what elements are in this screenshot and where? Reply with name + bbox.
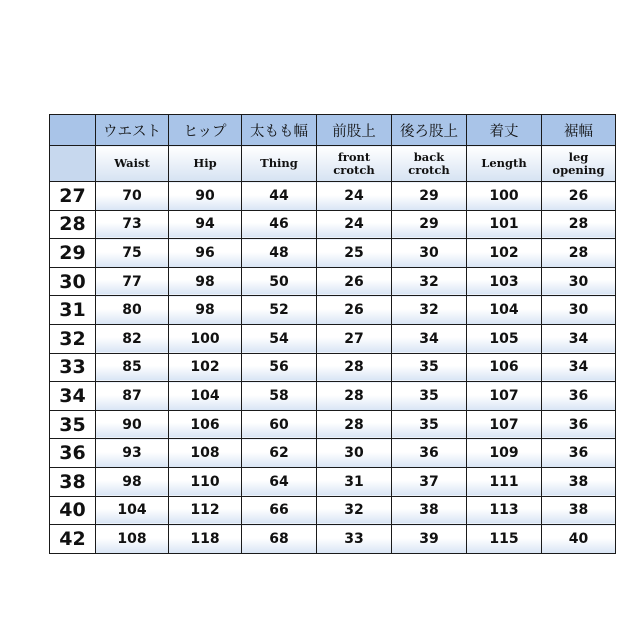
size-label: 30: [50, 267, 96, 296]
front-crotch-cell: 32: [317, 496, 392, 525]
thigh-cell: 58: [242, 382, 317, 411]
header-jp-length: 着丈: [467, 115, 542, 146]
hip-cell: 102: [169, 353, 242, 382]
waist-cell: 85: [96, 353, 169, 382]
header-jp-hip: ヒップ: [169, 115, 242, 146]
table-row: [50, 467, 616, 496]
waist-cell: 90: [96, 410, 169, 439]
front-crotch-cell: 25: [317, 239, 392, 268]
length-cell: 104: [467, 296, 542, 325]
thigh-cell: 64: [242, 467, 317, 496]
header-en-length: Length: [467, 146, 542, 182]
hip-cell: 90: [169, 182, 242, 211]
waist-cell: 73: [96, 210, 169, 239]
length-cell: 100: [467, 182, 542, 211]
header-en-thigh: Thing: [242, 146, 317, 182]
waist-cell: 82: [96, 324, 169, 353]
front-crotch-cell: 31: [317, 467, 392, 496]
length-cell: 105: [467, 324, 542, 353]
waist-cell: 77: [96, 267, 169, 296]
waist-cell: 108: [96, 525, 169, 554]
leg-opening-cell: 38: [542, 467, 616, 496]
hip-cell: 112: [169, 496, 242, 525]
size-label: 38: [50, 467, 96, 496]
header-row-japanese: [50, 115, 616, 146]
leg-opening-cell: 34: [542, 324, 616, 353]
size-label: 31: [50, 296, 96, 325]
header-corner-cell-en: [50, 146, 96, 182]
size-label: 32: [50, 324, 96, 353]
thigh-cell: 52: [242, 296, 317, 325]
header-jp-leg-opening: 裾幅: [542, 115, 616, 146]
thigh-cell: 62: [242, 439, 317, 468]
back-crotch-cell: 29: [392, 182, 467, 211]
waist-cell: 104: [96, 496, 169, 525]
back-crotch-cell: 32: [392, 296, 467, 325]
waist-cell: 75: [96, 239, 169, 268]
table-row: [50, 267, 616, 296]
size-label: 28: [50, 210, 96, 239]
leg-opening-cell: 34: [542, 353, 616, 382]
table-row: [50, 353, 616, 382]
header-jp-thigh: 太もも幅: [242, 115, 317, 146]
front-crotch-cell: 24: [317, 210, 392, 239]
leg-opening-cell: 30: [542, 296, 616, 325]
size-label: 29: [50, 239, 96, 268]
leg-opening-cell: 36: [542, 382, 616, 411]
length-cell: 109: [467, 439, 542, 468]
leg-opening-cell: 38: [542, 496, 616, 525]
back-crotch-cell: 35: [392, 382, 467, 411]
hip-cell: 94: [169, 210, 242, 239]
hip-cell: 98: [169, 296, 242, 325]
back-crotch-cell: 34: [392, 324, 467, 353]
hip-cell: 118: [169, 525, 242, 554]
leg-opening-cell: 40: [542, 525, 616, 554]
table-row: [50, 239, 616, 268]
hip-cell: 100: [169, 324, 242, 353]
thigh-cell: 44: [242, 182, 317, 211]
table-row: [50, 324, 616, 353]
size-label: 36: [50, 439, 96, 468]
size-label: 35: [50, 410, 96, 439]
thigh-cell: 54: [242, 324, 317, 353]
back-crotch-cell: 32: [392, 267, 467, 296]
table-row: [50, 439, 616, 468]
table-row: [50, 496, 616, 525]
table-row: [50, 296, 616, 325]
leg-opening-cell: 36: [542, 439, 616, 468]
thigh-cell: 50: [242, 267, 317, 296]
front-crotch-cell: 27: [317, 324, 392, 353]
length-cell: 107: [467, 410, 542, 439]
thigh-cell: 60: [242, 410, 317, 439]
size-label: 27: [50, 182, 96, 211]
front-crotch-cell: 24: [317, 182, 392, 211]
length-cell: 106: [467, 353, 542, 382]
header-corner-cell: [50, 115, 96, 146]
thigh-cell: 68: [242, 525, 317, 554]
size-label: 33: [50, 353, 96, 382]
back-crotch-cell: 39: [392, 525, 467, 554]
length-cell: 111: [467, 467, 542, 496]
length-cell: 102: [467, 239, 542, 268]
size-chart-table: [49, 114, 616, 554]
header-jp-back-crotch: 後ろ股上: [392, 115, 467, 146]
table-row: [50, 525, 616, 554]
size-label: 34: [50, 382, 96, 411]
back-crotch-cell: 38: [392, 496, 467, 525]
front-crotch-cell: 28: [317, 353, 392, 382]
back-crotch-cell: 30: [392, 239, 467, 268]
back-crotch-cell: 35: [392, 410, 467, 439]
table-row: [50, 410, 616, 439]
thigh-cell: 56: [242, 353, 317, 382]
leg-opening-cell: 30: [542, 267, 616, 296]
front-crotch-cell: 26: [317, 296, 392, 325]
header-row-english: [50, 146, 616, 182]
leg-opening-cell: 28: [542, 210, 616, 239]
thigh-cell: 48: [242, 239, 317, 268]
length-cell: 103: [467, 267, 542, 296]
header-en-back-crotch: back crotch: [392, 146, 467, 182]
hip-cell: 96: [169, 239, 242, 268]
table-row: [50, 382, 616, 411]
front-crotch-cell: 30: [317, 439, 392, 468]
header-jp-front-crotch: 前股上: [317, 115, 392, 146]
length-cell: 101: [467, 210, 542, 239]
length-cell: 107: [467, 382, 542, 411]
back-crotch-cell: 29: [392, 210, 467, 239]
hip-cell: 98: [169, 267, 242, 296]
header-jp-waist: ウエスト: [96, 115, 169, 146]
leg-opening-cell: 36: [542, 410, 616, 439]
header-en-waist: Waist: [96, 146, 169, 182]
hip-cell: 106: [169, 410, 242, 439]
back-crotch-cell: 37: [392, 467, 467, 496]
leg-opening-cell: 26: [542, 182, 616, 211]
front-crotch-cell: 28: [317, 410, 392, 439]
front-crotch-cell: 28: [317, 382, 392, 411]
hip-cell: 104: [169, 382, 242, 411]
thigh-cell: 66: [242, 496, 317, 525]
size-label: 40: [50, 496, 96, 525]
leg-opening-cell: 28: [542, 239, 616, 268]
header-en-hip: Hip: [169, 146, 242, 182]
table-row: [50, 210, 616, 239]
header-en-front-crotch: front crotch: [317, 146, 392, 182]
hip-cell: 110: [169, 467, 242, 496]
waist-cell: 80: [96, 296, 169, 325]
waist-cell: 87: [96, 382, 169, 411]
back-crotch-cell: 36: [392, 439, 467, 468]
waist-cell: 98: [96, 467, 169, 496]
hip-cell: 108: [169, 439, 242, 468]
thigh-cell: 46: [242, 210, 317, 239]
table-row: [50, 182, 616, 211]
length-cell: 115: [467, 525, 542, 554]
front-crotch-cell: 33: [317, 525, 392, 554]
length-cell: 113: [467, 496, 542, 525]
size-label: 42: [50, 525, 96, 554]
header-en-leg-opening: leg opening: [542, 146, 616, 182]
back-crotch-cell: 35: [392, 353, 467, 382]
front-crotch-cell: 26: [317, 267, 392, 296]
waist-cell: 70: [96, 182, 169, 211]
waist-cell: 93: [96, 439, 169, 468]
